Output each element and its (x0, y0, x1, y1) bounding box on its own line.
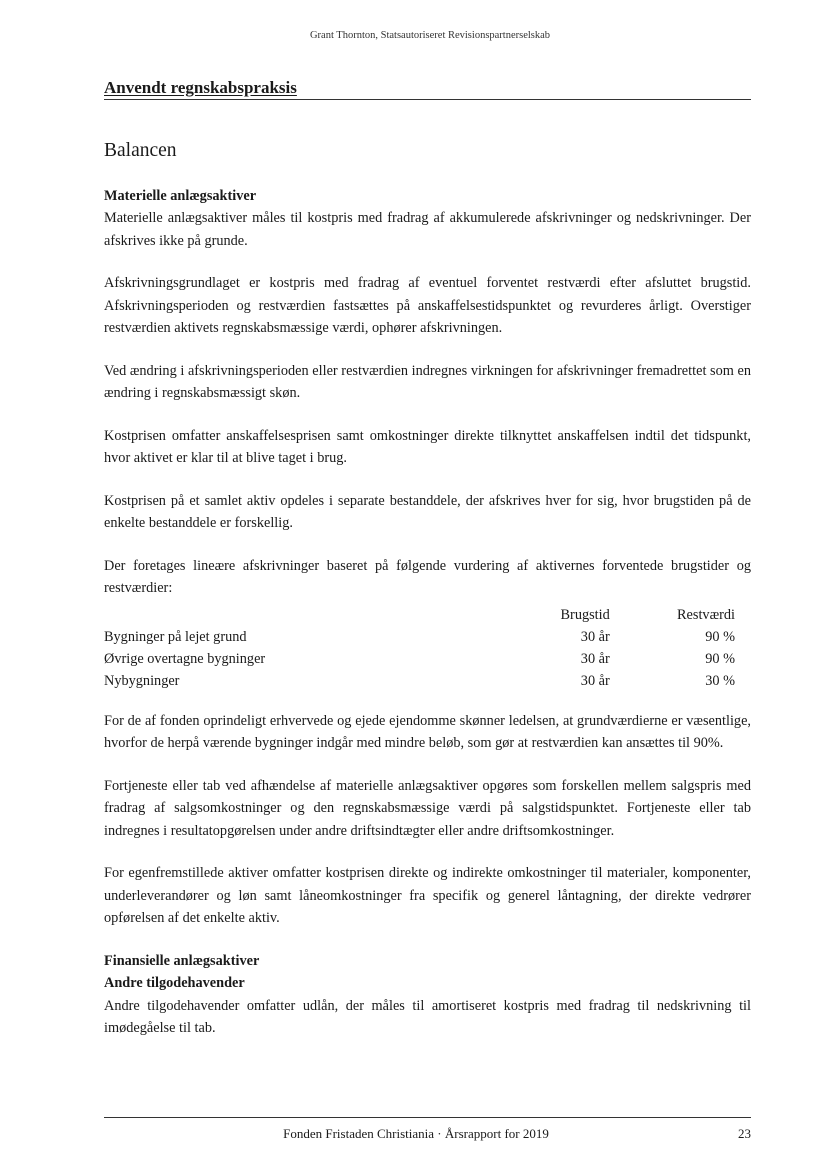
balance-heading: Balancen (104, 140, 177, 161)
financial-paragraph-1: Andre tilgodehavender omfatter udlån, der måles til amortiseret kostpris med fradrag til nedskrivning til imødegåelse til tab. (104, 997, 751, 1036)
asset-residual: 90 % (705, 650, 735, 667)
table-row (104, 670, 735, 692)
tangible-paragraph-4: Kostprisen omfatter anskaffelsesprisen samt omkostninger direkte tilknyttet anskaffelsen indtil det tidspunkt, hvor aktivet er klar til at blive taget i brug. (104, 427, 751, 466)
section-title (104, 78, 751, 100)
tangible-paragraph-7: For de af fonden oprindeligt erhvervede og ejede ejendomme skønner ledelsen, at grundværdierne er væsentlige, hvorfor de herpå værende bygninger indgår med mindre beløb, som gør at restværdien kan ansættes til 90%. (104, 712, 751, 751)
tangible-paragraph-5: Kostprisen på et samlet aktiv opdeles i separate bestanddele, der afskrives hver for sig, hvor brugstiden på de enkelte bestanddele er forskellig. (104, 492, 751, 531)
asset-life: 30 år (580, 650, 610, 667)
tangible-paragraph-2: Afskrivningsgrundlaget er kostpris med fradrag af eventuel forventet restværdi efter afsluttet brugstid. Afskrivningsperioden og restværdien fastsættes på anskaffelsestidspunktet og revurderes årligt. Overstiger restværdien aktivets regnskabsmæssige værdi, ophører afskrivningen. (104, 275, 751, 336)
table-header-residual: Restværdi (677, 606, 735, 623)
footer-divider (104, 1117, 751, 1118)
tangible-paragraph-8: Fortjeneste eller tab ved afhændelse af materielle anlægsaktiver opgøres som forskellen mellem salgspris med fradrag af salgsomkostninger og den regnskabsmæssige værdi på salgstidspunktet. Fortjeneste eller tab indregnes i resultatopgørelsen under andre driftsindtægter eller andre driftsomkostninger. (104, 777, 751, 839)
tangible-assets-heading: Materielle anlægsaktiver (104, 187, 257, 204)
tangible-paragraph-3: Ved ændring i afskrivningsperioden eller restværdien indregnes virkningen for afskrivninger fremadrettet som en ændring i regnskabsmæssigt skøn. (104, 362, 751, 401)
header-firm-name: Grant Thornton, Statsautoriseret Revisionspartnerselskab (309, 30, 551, 41)
tangible-paragraph-9: For egenfremstillede aktiver omfatter kostprisen direkte og indirekte omkostninger til materialer, komponenter, underleverandører og løn samt låneomkostninger fra specifik og generel låntagning, der direkte vedrører opførelsen af det enkelte aktiv. (104, 865, 751, 926)
asset-life: 30 år (580, 672, 610, 689)
tangible-paragraph-6: Der foretages lineære afskrivninger baseret på følgende vurdering af aktivernes forventede brugstider og restværdier: (104, 557, 751, 596)
footer-report-title: Fonden Fristaden Christiania · Årsrapport for 2019 (283, 1126, 549, 1141)
asset-residual: 30 % (705, 672, 735, 689)
depreciation-table (104, 604, 735, 692)
asset-life: 30 år (580, 628, 610, 645)
asset-name: Nybygninger (104, 672, 180, 689)
table-row (104, 648, 735, 670)
table-header-life: Brugstid (560, 606, 610, 623)
document-body (104, 140, 751, 1060)
table-header-row (104, 604, 735, 626)
other-receivables-heading: Andre tilgodehavender (104, 975, 245, 991)
financial-assets-heading: Finansielle anlægsaktiver (104, 952, 260, 969)
table-header-blank (104, 604, 485, 626)
tangible-paragraph-1: Materielle anlægsaktiver måles til kostpris med fradrag af akkumulerede afskrivninger og nedskrivninger. Der afskrives ikke på grunde. (104, 210, 751, 249)
table-row (104, 626, 735, 648)
section-title-text: Anvendt regnskabspraksis (104, 78, 297, 97)
page-number: 23 (738, 1126, 751, 1141)
asset-residual: 90 % (705, 628, 735, 645)
asset-name: Øvrige overtagne bygninger (104, 650, 266, 667)
asset-name: Bygninger på lejet grund (104, 628, 247, 645)
